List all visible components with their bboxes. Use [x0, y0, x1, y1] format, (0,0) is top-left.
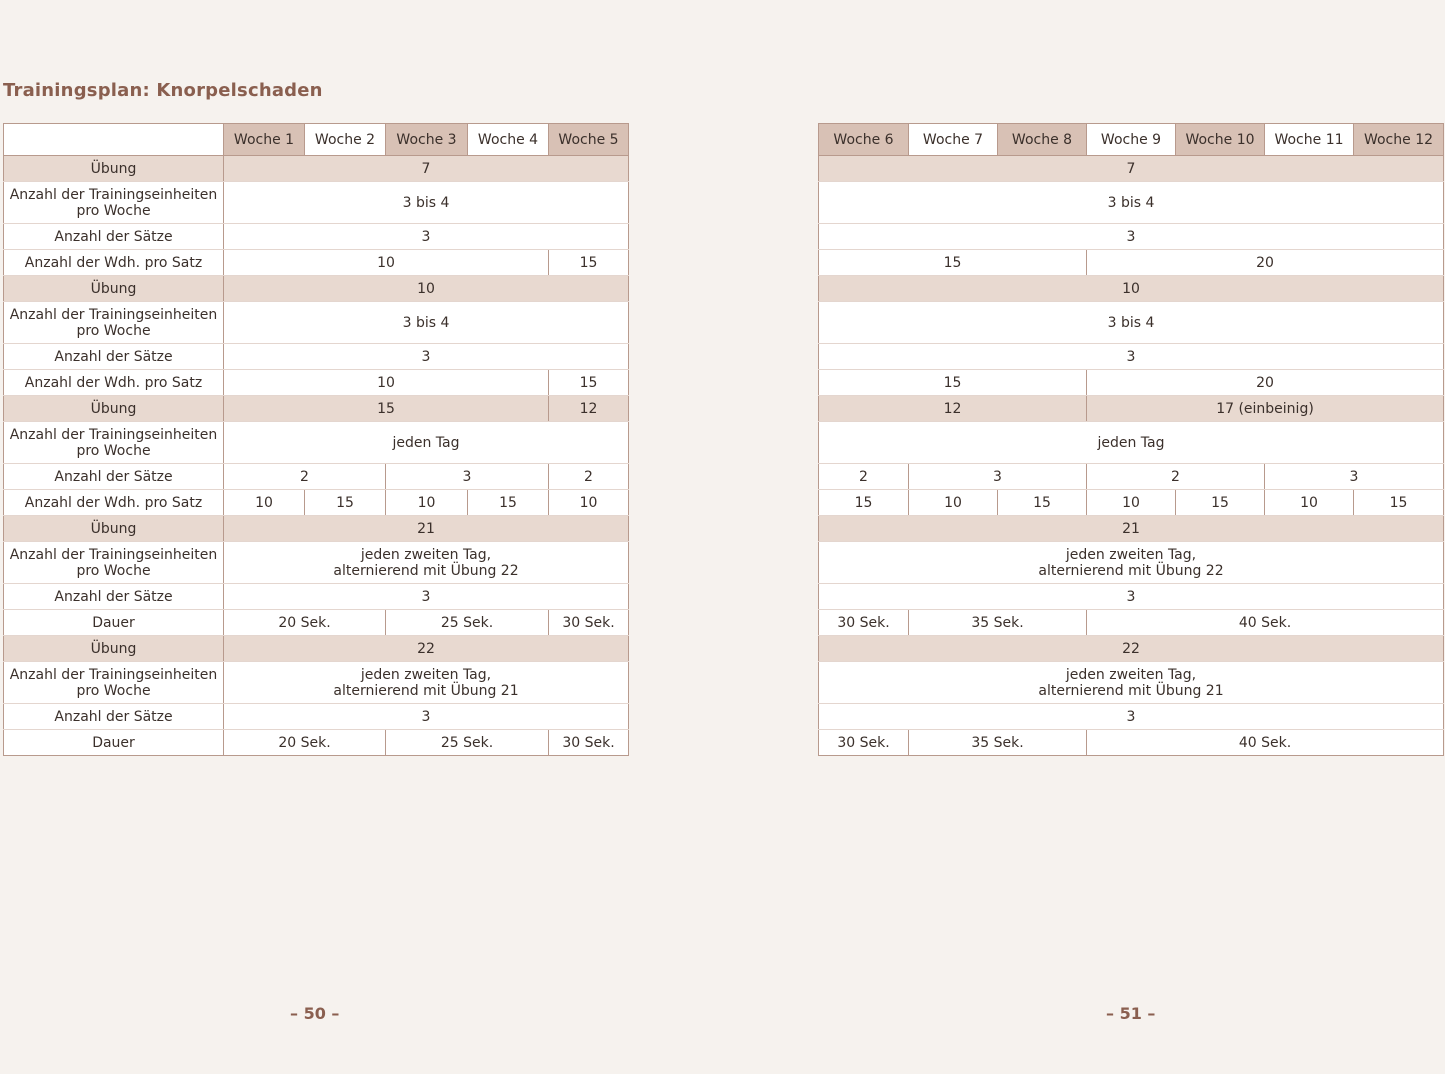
reps-value: 15: [1176, 490, 1265, 516]
row-label-einheiten: Anzahl der Trainingseinheiten pro Woche: [4, 182, 224, 224]
sets-value: 3: [224, 584, 629, 610]
page-number-left: – 50 –: [290, 1004, 340, 1023]
sets-value: 2: [549, 464, 629, 490]
reps-value: 10: [224, 370, 549, 396]
row-label-einheiten: Anzahl der Trainingseinheiten pro Woche: [4, 542, 224, 584]
sessions-line: jeden zweiten Tag,: [1065, 666, 1197, 683]
reps-value: 10: [224, 490, 305, 516]
week-header: Woche 5: [549, 124, 629, 156]
row-label-saetze: Anzahl der Sätze: [4, 584, 224, 610]
exercise-number: 7: [224, 156, 629, 182]
row-label-einheiten: Anzahl der Trainingseinheiten pro Woche: [4, 422, 224, 464]
page-number-right: – 51 –: [1106, 1004, 1156, 1023]
reps-value: 10: [386, 490, 468, 516]
reps-value: 15: [819, 250, 1087, 276]
row-label-uebung: Übung: [4, 516, 224, 542]
sets-value: 3: [386, 464, 549, 490]
reps-value: 15: [549, 370, 629, 396]
reps-value: 10: [1265, 490, 1354, 516]
sessions-line: jeden zweiten Tag,: [1065, 546, 1197, 563]
row-label-einheiten: Anzahl der Trainingseinheiten pro Woche: [4, 302, 224, 344]
reps-value: 15: [549, 250, 629, 276]
week-header: Woche 1: [224, 124, 305, 156]
reps-value: 15: [998, 490, 1087, 516]
sessions-value: [224, 542, 629, 584]
exercise-number: 12: [819, 396, 1087, 422]
sessions-line: alternierend mit Übung 22: [333, 562, 519, 579]
sets-value: 3: [224, 344, 629, 370]
row-label-wdh: Anzahl der Wdh. pro Satz: [4, 370, 224, 396]
sets-value: 3: [819, 584, 1444, 610]
sets-value: 3: [224, 224, 629, 250]
exercise-number: 7: [819, 156, 1444, 182]
row-label-wdh: Anzahl der Wdh. pro Satz: [4, 490, 224, 516]
row-label-dauer: Dauer: [4, 730, 224, 756]
row-label-einheiten: Anzahl der Trainingseinheiten pro Woche: [4, 662, 224, 704]
row-label-saetze: Anzahl der Sätze: [4, 344, 224, 370]
exercise-number: 17 (einbeinig): [1087, 396, 1444, 422]
duration-value: 30 Sek.: [819, 610, 909, 636]
row-label-uebung: Übung: [4, 276, 224, 302]
sets-value: 3: [819, 704, 1444, 730]
sessions-value: jeden Tag: [224, 422, 629, 464]
training-table-weeks-6-12: [818, 123, 1444, 756]
sessions-line: alternierend mit Übung 21: [333, 682, 519, 699]
reps-value: 15: [468, 490, 549, 516]
sessions-line: alternierend mit Übung 22: [1038, 562, 1224, 579]
sessions-value: [819, 542, 1444, 584]
sessions-value: 3 bis 4: [819, 182, 1444, 224]
exercise-number: 12: [549, 396, 629, 422]
sets-value: 3: [909, 464, 1087, 490]
week-header: Woche 3: [386, 124, 468, 156]
row-label-saetze: Anzahl der Sätze: [4, 704, 224, 730]
week-header: Woche 10: [1176, 124, 1265, 156]
sessions-line: jeden zweiten Tag,: [360, 546, 492, 563]
sets-value: 2: [1087, 464, 1265, 490]
row-label-uebung: Übung: [4, 636, 224, 662]
sets-value: 3: [224, 704, 629, 730]
sessions-value: 3 bis 4: [224, 302, 629, 344]
duration-value: 20 Sek.: [224, 730, 386, 756]
reps-value: 15: [305, 490, 386, 516]
duration-value: 25 Sek.: [386, 730, 549, 756]
sets-value: 2: [819, 464, 909, 490]
week-header: Woche 11: [1265, 124, 1354, 156]
reps-value: 10: [549, 490, 629, 516]
page-title: Trainingsplan: Knorpelschaden: [3, 80, 323, 101]
row-label-saetze: Anzahl der Sätze: [4, 224, 224, 250]
sessions-line: jeden zweiten Tag,: [360, 666, 492, 683]
exercise-number: 21: [819, 516, 1444, 542]
sets-value: 3: [819, 344, 1444, 370]
reps-value: 15: [819, 490, 909, 516]
reps-value: 15: [1354, 490, 1444, 516]
duration-value: 40 Sek.: [1087, 610, 1444, 636]
week-header: Woche 4: [468, 124, 549, 156]
row-label-uebung: Übung: [4, 156, 224, 182]
duration-value: 25 Sek.: [386, 610, 549, 636]
duration-value: 35 Sek.: [909, 730, 1087, 756]
reps-value: 10: [1087, 490, 1176, 516]
exercise-number: 21: [224, 516, 629, 542]
training-table-weeks-1-5: [3, 123, 629, 756]
duration-value: 35 Sek.: [909, 610, 1087, 636]
row-label-wdh: Anzahl der Wdh. pro Satz: [4, 250, 224, 276]
duration-value: 20 Sek.: [224, 610, 386, 636]
duration-value: 30 Sek.: [819, 730, 909, 756]
sessions-value: [224, 662, 629, 704]
reps-value: 10: [909, 490, 998, 516]
exercise-number: 22: [819, 636, 1444, 662]
week-header: Woche 9: [1087, 124, 1176, 156]
exercise-number: 15: [224, 396, 549, 422]
duration-value: 30 Sek.: [549, 730, 629, 756]
week-header: Woche 12: [1354, 124, 1444, 156]
reps-value: 20: [1087, 370, 1444, 396]
week-header: Woche 7: [909, 124, 998, 156]
week-header: Woche 6: [819, 124, 909, 156]
sessions-value: 3 bis 4: [224, 182, 629, 224]
exercise-number: 10: [819, 276, 1444, 302]
header-blank-cell: [4, 124, 224, 156]
duration-value: 40 Sek.: [1087, 730, 1444, 756]
sets-value: 3: [1265, 464, 1444, 490]
duration-value: 30 Sek.: [549, 610, 629, 636]
sessions-line: alternierend mit Übung 21: [1038, 682, 1224, 699]
sessions-value: 3 bis 4: [819, 302, 1444, 344]
exercise-number: 22: [224, 636, 629, 662]
sets-value: 3: [819, 224, 1444, 250]
reps-value: 20: [1087, 250, 1444, 276]
reps-value: 10: [224, 250, 549, 276]
row-label-saetze: Anzahl der Sätze: [4, 464, 224, 490]
row-label-dauer: Dauer: [4, 610, 224, 636]
exercise-number: 10: [224, 276, 629, 302]
sessions-value: [819, 662, 1444, 704]
sets-value: 2: [224, 464, 386, 490]
reps-value: 15: [819, 370, 1087, 396]
row-label-uebung: Übung: [4, 396, 224, 422]
sessions-value: jeden Tag: [819, 422, 1444, 464]
week-header: Woche 8: [998, 124, 1087, 156]
week-header: Woche 2: [305, 124, 386, 156]
